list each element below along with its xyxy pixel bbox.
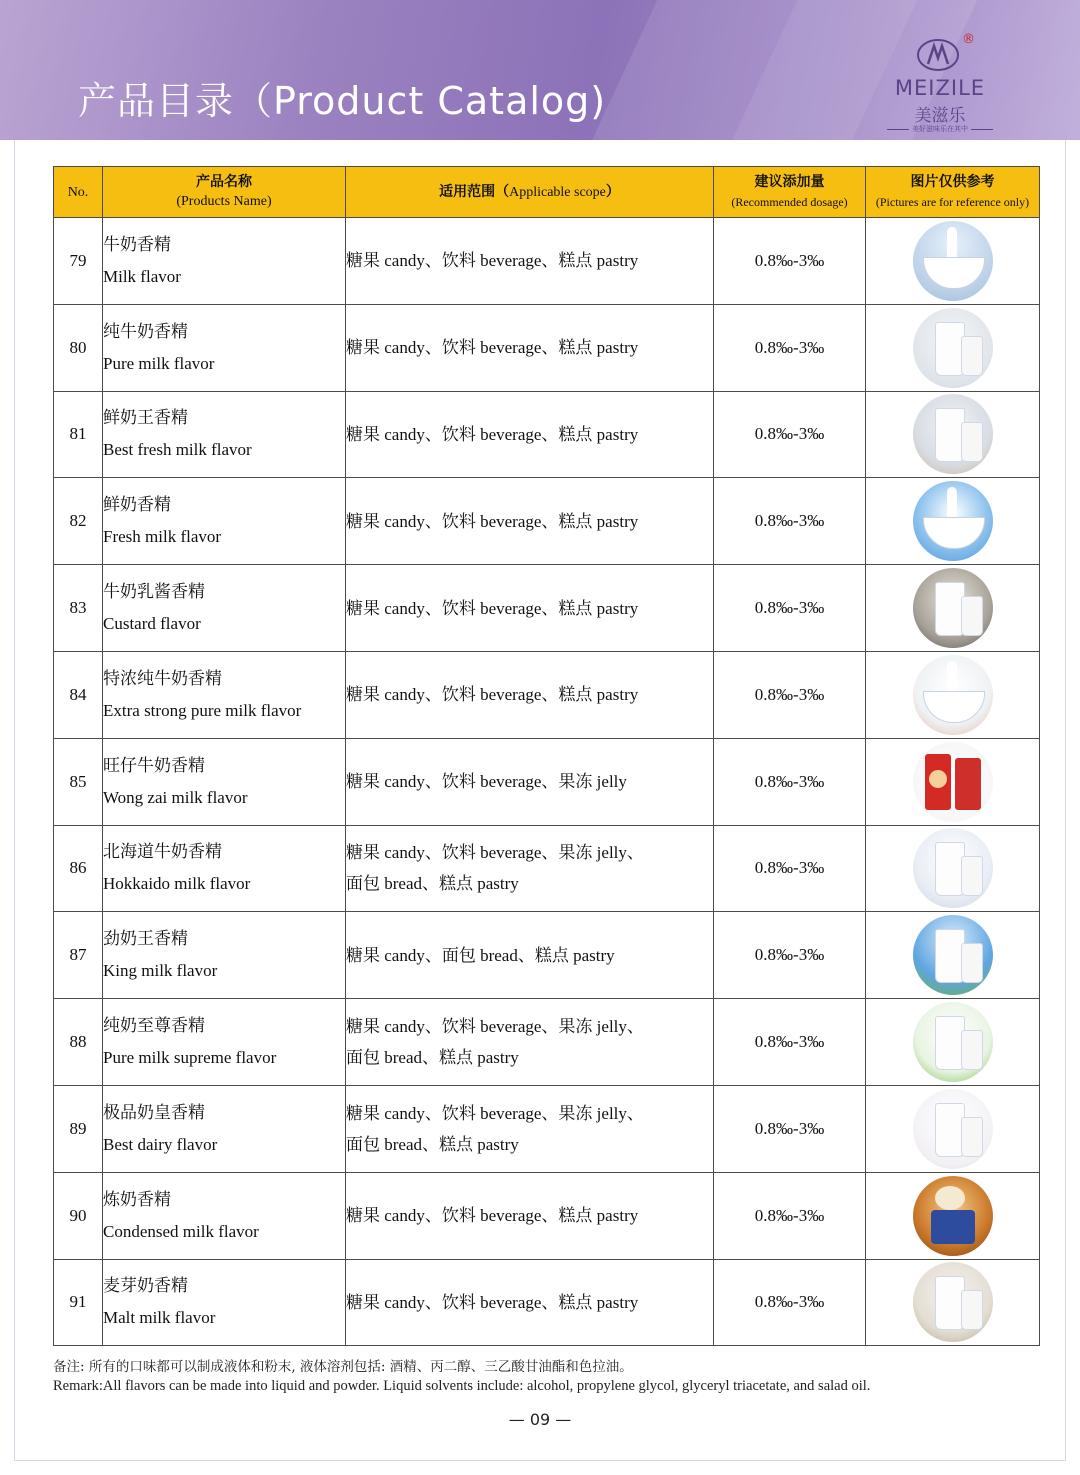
product-name-cell bbox=[103, 1085, 346, 1172]
milk-glasses-photo bbox=[913, 308, 993, 388]
product-number: 88 bbox=[54, 999, 103, 1086]
recommended-dosage: 0.8‰-3‰ bbox=[714, 218, 866, 305]
photo-detail bbox=[961, 856, 983, 896]
product-number: 87 bbox=[54, 912, 103, 999]
photo-detail bbox=[929, 770, 947, 788]
table-row bbox=[54, 218, 1040, 305]
product-catalog-table bbox=[53, 166, 1040, 1346]
brand-name-cn: 美滋乐 bbox=[914, 106, 966, 126]
table-row bbox=[54, 1085, 1040, 1172]
recommended-dosage: 0.8‰-3‰ bbox=[714, 1172, 866, 1259]
product-name-cell bbox=[103, 478, 346, 565]
reference-picture-cell bbox=[866, 999, 1040, 1086]
reference-picture-cell bbox=[866, 304, 1040, 391]
footnote bbox=[53, 1358, 1043, 1396]
table-row bbox=[54, 738, 1040, 825]
applicable-scope-line: 糖果 candy、饮料 beverage、糕点 pastry bbox=[346, 338, 639, 358]
product-name-en: Best dairy flavor bbox=[103, 1134, 218, 1154]
applicable-scope-cell bbox=[346, 1259, 714, 1346]
reference-picture-cell bbox=[866, 391, 1040, 478]
footnote-cn: 备注: 所有的口味都可以制成液体和粉末, 液体溶剂包括: 酒精、丙二醇、三乙酸甘油酯和色拉油。 bbox=[53, 1359, 633, 1375]
product-name-cell bbox=[103, 651, 346, 738]
applicable-scope-cell bbox=[346, 825, 714, 912]
product-name-cell bbox=[103, 304, 346, 391]
product-name-en: Fresh milk flavor bbox=[103, 527, 222, 547]
photo-detail bbox=[961, 943, 983, 983]
reference-picture-cell bbox=[866, 651, 1040, 738]
reference-picture-cell bbox=[866, 1085, 1040, 1172]
product-number: 84 bbox=[54, 651, 103, 738]
applicable-scope-line: 糖果 candy、饮料 beverage、糕点 pastry bbox=[346, 1206, 639, 1226]
product-name-cell bbox=[103, 1172, 346, 1259]
product-name-cn: 鲜奶王香精 bbox=[103, 408, 188, 429]
applicable-scope-cell bbox=[346, 738, 714, 825]
product-name-cell bbox=[103, 565, 346, 652]
recommended-dosage: 0.8‰-3‰ bbox=[714, 912, 866, 999]
product-number: 89 bbox=[54, 1085, 103, 1172]
applicable-scope-line: 糖果 candy、饮料 beverage、果冻 jelly、 bbox=[346, 843, 644, 863]
table-row bbox=[54, 304, 1040, 391]
product-name-cn: 纯牛奶香精 bbox=[103, 321, 188, 342]
applicable-scope-line: 糖果 candy、面包 bread、糕点 pastry bbox=[346, 945, 615, 965]
product-number: 79 bbox=[54, 218, 103, 305]
product-number: 80 bbox=[54, 304, 103, 391]
applicable-scope-cell bbox=[346, 218, 714, 305]
col-header-picture: 图片仅供参考 (Pictures are for reference only) bbox=[866, 167, 1040, 218]
reference-picture-cell bbox=[866, 738, 1040, 825]
product-name-en: Milk flavor bbox=[103, 266, 181, 286]
reference-picture-cell bbox=[866, 825, 1040, 912]
milk-splash-cup-photo bbox=[913, 481, 993, 561]
milk-splash-bowl-photo bbox=[913, 221, 993, 301]
product-name-cn: 纯奶至尊香精 bbox=[103, 1016, 205, 1037]
milk-glasses-grain-photo bbox=[913, 1262, 993, 1342]
applicable-scope-cell bbox=[346, 651, 714, 738]
applicable-scope-line: 面包 bread、糕点 pastry bbox=[346, 1134, 519, 1154]
page-number: — 09 — bbox=[508, 1410, 572, 1429]
recommended-dosage: 0.8‰-3‰ bbox=[714, 1259, 866, 1346]
product-name-cn: 牛奶香精 bbox=[103, 234, 171, 255]
photo-detail bbox=[947, 227, 957, 261]
product-number: 85 bbox=[54, 738, 103, 825]
product-number: 86 bbox=[54, 825, 103, 912]
recommended-dosage: 0.8‰-3‰ bbox=[714, 565, 866, 652]
photo-detail bbox=[947, 661, 957, 695]
photo-detail bbox=[961, 1030, 983, 1070]
applicable-scope-cell bbox=[346, 1085, 714, 1172]
table-row bbox=[54, 565, 1040, 652]
applicable-scope-line: 糖果 candy、饮料 beverage、糕点 pastry bbox=[346, 424, 639, 444]
photo-detail bbox=[961, 1290, 983, 1330]
product-name-cn: 旺仔牛奶香精 bbox=[103, 755, 205, 776]
product-name-cell bbox=[103, 391, 346, 478]
product-name-en: Extra strong pure milk flavor bbox=[103, 700, 302, 720]
applicable-scope-line: 糖果 candy、饮料 beverage、糕点 pastry bbox=[346, 598, 639, 618]
product-name-en: Pure milk flavor bbox=[103, 353, 215, 373]
photo-detail bbox=[923, 257, 985, 289]
recommended-dosage: 0.8‰-3‰ bbox=[714, 738, 866, 825]
milk-glass-leaves-photo bbox=[913, 1002, 993, 1082]
photo-detail bbox=[923, 691, 985, 723]
product-name-en: Custard flavor bbox=[103, 614, 201, 634]
recommended-dosage: 0.8‰-3‰ bbox=[714, 825, 866, 912]
registered-mark: ® bbox=[962, 32, 975, 47]
milk-jug-cheese-photo bbox=[913, 568, 993, 648]
col-header-no: No. bbox=[54, 167, 103, 218]
milk-glass-flowers-photo bbox=[913, 1089, 993, 1169]
table-row bbox=[54, 1172, 1040, 1259]
recommended-dosage: 0.8‰-3‰ bbox=[714, 999, 866, 1086]
recommended-dosage: 0.8‰-3‰ bbox=[714, 478, 866, 565]
milk-glass-sky-photo bbox=[913, 915, 993, 995]
product-number: 81 bbox=[54, 391, 103, 478]
table-row bbox=[54, 651, 1040, 738]
table-row bbox=[54, 1259, 1040, 1346]
footnote-en: Remark:All flavors can be made into liquid and powder. Liquid solvents include: alcohol, propylene glycol, glyceryl triacetate, and salad oil. bbox=[53, 1378, 871, 1394]
product-number: 90 bbox=[54, 1172, 103, 1259]
product-name-cn: 鲜奶香精 bbox=[103, 495, 171, 516]
product-name-cell bbox=[103, 999, 346, 1086]
reference-picture-cell bbox=[866, 1172, 1040, 1259]
reference-picture-cell bbox=[866, 218, 1040, 305]
wangzai-cans-photo bbox=[913, 742, 993, 822]
product-name-cell bbox=[103, 912, 346, 999]
applicable-scope-line: 面包 bread、糕点 pastry bbox=[346, 874, 519, 894]
milk-glasses-nuts-photo bbox=[913, 394, 993, 474]
applicable-scope-line: 糖果 candy、饮料 beverage、果冻 jelly、 bbox=[346, 1103, 644, 1123]
meizile-logo-icon bbox=[914, 38, 962, 72]
table-row bbox=[54, 825, 1040, 912]
applicable-scope-line: 糖果 candy、饮料 beverage、果冻 jelly、 bbox=[346, 1017, 644, 1037]
product-name-cell bbox=[103, 738, 346, 825]
applicable-scope-cell bbox=[346, 478, 714, 565]
brand-tagline: 美好滋味乐在其中 bbox=[876, 124, 1004, 134]
reference-picture-cell bbox=[866, 565, 1040, 652]
product-number: 83 bbox=[54, 565, 103, 652]
reference-picture-cell bbox=[866, 478, 1040, 565]
col-header-name: 产品名称 (Products Name) bbox=[103, 167, 346, 218]
brand-name: MEIZILE bbox=[894, 76, 986, 100]
recommended-dosage: 0.8‰-3‰ bbox=[714, 391, 866, 478]
product-name-cn: 北海道牛奶香精 bbox=[103, 842, 222, 863]
product-number: 82 bbox=[54, 478, 103, 565]
product-name-cell bbox=[103, 825, 346, 912]
page-title: 产品目录（Product Catalog) bbox=[78, 79, 607, 123]
product-name-en: Malt milk flavor bbox=[103, 1308, 216, 1328]
reference-picture-cell bbox=[866, 912, 1040, 999]
applicable-scope-line: 糖果 candy、饮料 beverage、糕点 pastry bbox=[346, 511, 639, 531]
table-row bbox=[54, 912, 1040, 999]
applicable-scope-line: 糖果 candy、饮料 beverage、果冻 jelly bbox=[346, 772, 627, 792]
product-name-en: Best fresh milk flavor bbox=[103, 440, 252, 460]
photo-detail bbox=[955, 758, 981, 810]
applicable-scope-cell bbox=[346, 304, 714, 391]
product-number: 91 bbox=[54, 1259, 103, 1346]
product-name-en: King milk flavor bbox=[103, 961, 218, 981]
product-name-cn: 特浓纯牛奶香精 bbox=[103, 668, 222, 689]
condensed-milk-can-photo bbox=[913, 1176, 993, 1256]
product-name-cn: 炼奶香精 bbox=[103, 1189, 171, 1210]
applicable-scope-cell bbox=[346, 565, 714, 652]
photo-detail bbox=[931, 1210, 975, 1244]
applicable-scope-line: 糖果 candy、饮料 beverage、糕点 pastry bbox=[346, 251, 639, 271]
product-name-en: Condensed milk flavor bbox=[103, 1221, 259, 1241]
product-name-en: Pure milk supreme flavor bbox=[103, 1048, 277, 1068]
applicable-scope-line: 糖果 candy、饮料 beverage、糕点 pastry bbox=[346, 685, 639, 705]
product-name-cn: 麦芽奶香精 bbox=[103, 1276, 188, 1297]
table-row bbox=[54, 391, 1040, 478]
photo-detail bbox=[961, 1117, 983, 1157]
photo-detail bbox=[923, 517, 985, 549]
photo-detail bbox=[961, 422, 983, 462]
photo-detail bbox=[961, 336, 983, 376]
photo-detail bbox=[947, 487, 957, 521]
col-header-scope: 适用范围（Applicable scope） bbox=[346, 167, 714, 218]
product-name-en: Wong zai milk flavor bbox=[103, 787, 248, 807]
col-header-dosage: 建议添加量 (Recommended dosage) bbox=[714, 167, 866, 218]
photo-detail bbox=[961, 596, 983, 636]
applicable-scope-cell bbox=[346, 391, 714, 478]
table-row bbox=[54, 478, 1040, 565]
photo-detail bbox=[935, 1186, 965, 1210]
table-row bbox=[54, 999, 1040, 1086]
brand-logo bbox=[870, 28, 1010, 138]
product-name-cn: 极品奶皇香精 bbox=[103, 1102, 205, 1123]
milk-pour-glass-photo bbox=[913, 828, 993, 908]
milk-bowl-strawberry-photo bbox=[913, 655, 993, 735]
table-header-row bbox=[54, 167, 1040, 218]
product-name-cn: 劲奶王香精 bbox=[103, 929, 188, 950]
recommended-dosage: 0.8‰-3‰ bbox=[714, 1085, 866, 1172]
recommended-dosage: 0.8‰-3‰ bbox=[714, 651, 866, 738]
product-name-cn: 牛奶乳酱香精 bbox=[103, 582, 205, 603]
applicable-scope-line: 糖果 candy、饮料 beverage、糕点 pastry bbox=[346, 1292, 639, 1312]
applicable-scope-cell bbox=[346, 1172, 714, 1259]
product-name-en: Hokkaido milk flavor bbox=[103, 874, 251, 894]
applicable-scope-cell bbox=[346, 999, 714, 1086]
reference-picture-cell bbox=[866, 1259, 1040, 1346]
product-name-cell bbox=[103, 218, 346, 305]
recommended-dosage: 0.8‰-3‰ bbox=[714, 304, 866, 391]
product-name-cell bbox=[103, 1259, 346, 1346]
applicable-scope-line: 面包 bread、糕点 pastry bbox=[346, 1048, 519, 1068]
applicable-scope-cell bbox=[346, 912, 714, 999]
